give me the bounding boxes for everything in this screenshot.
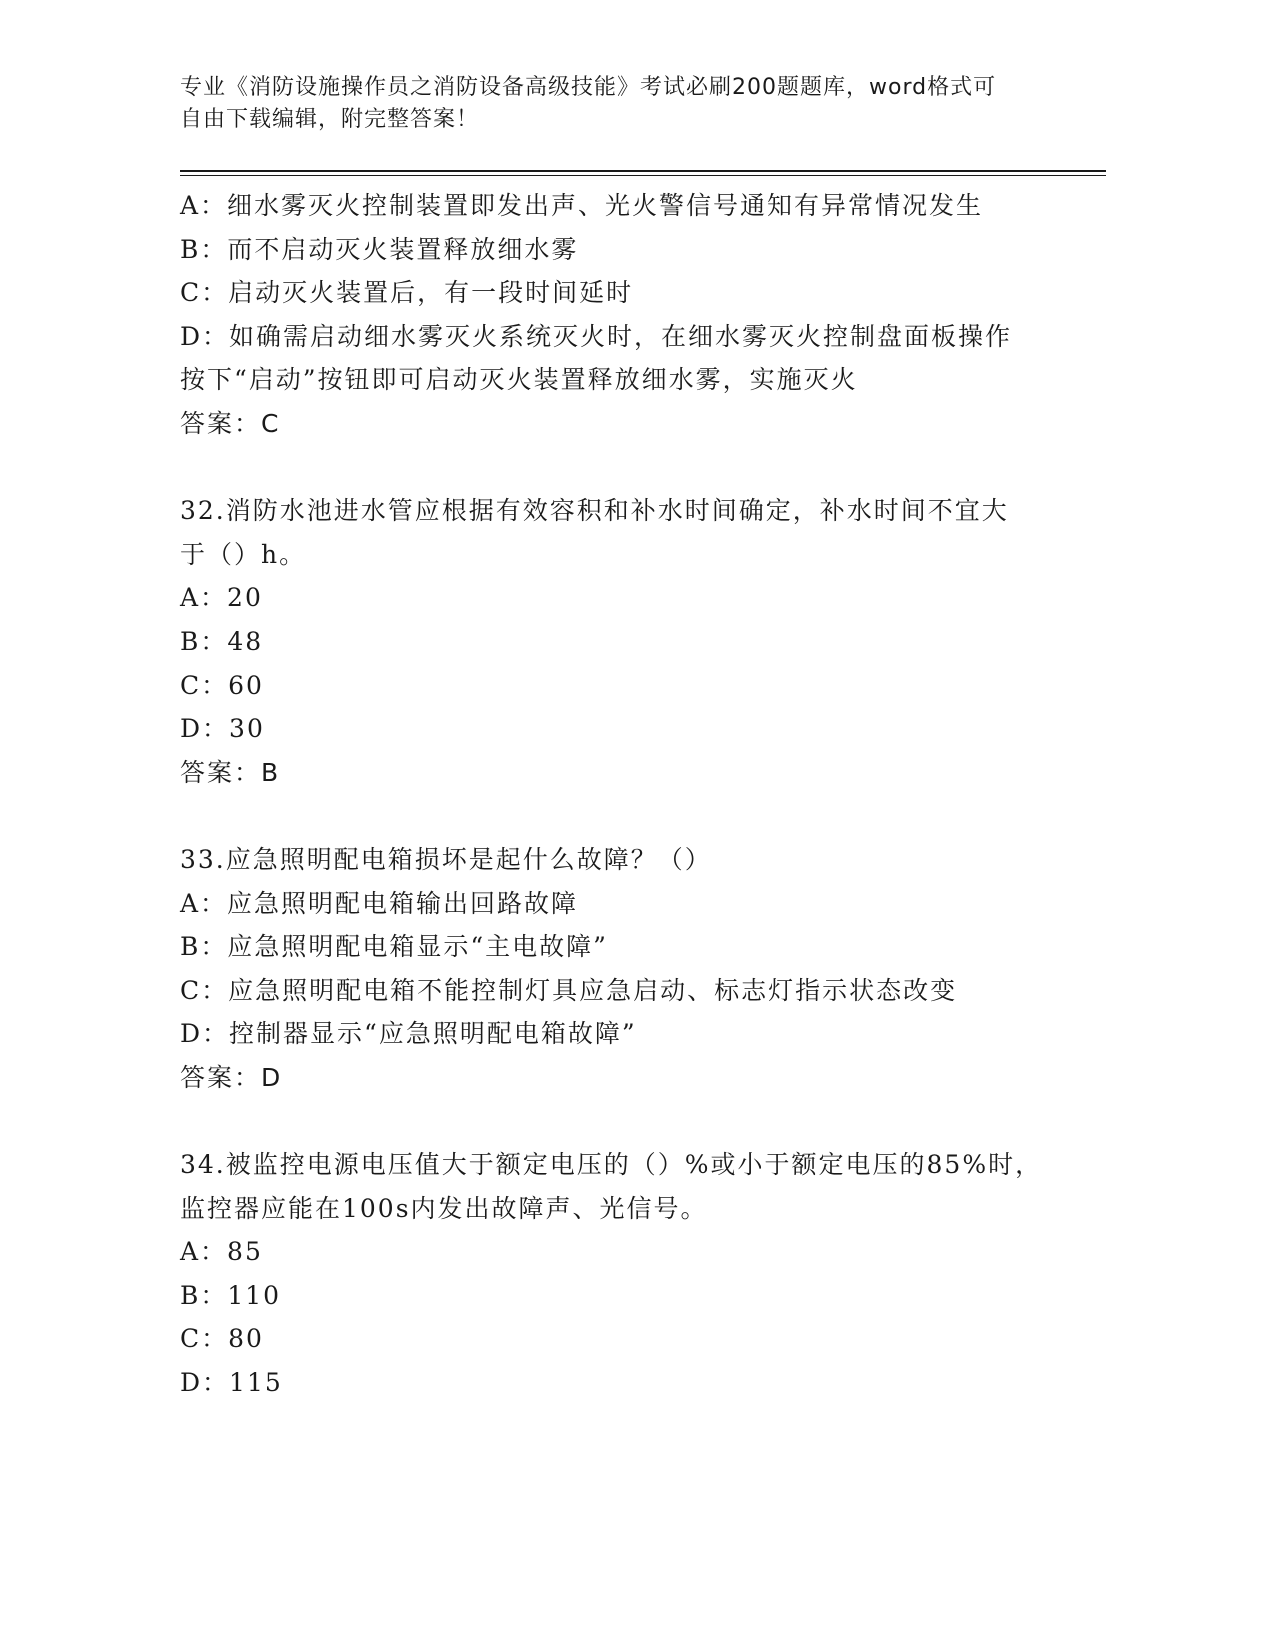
question-block-34 xyxy=(180,1143,1060,1405)
spacer xyxy=(180,1099,1060,1143)
question-block-32 xyxy=(180,489,1060,794)
question-stem-continued: 于（）h。 xyxy=(180,539,307,569)
option-b: B：48 xyxy=(180,626,264,656)
question-stem: 33.应急照明配电箱损坏是起什么故障？（） xyxy=(180,844,712,874)
question-stem-continued: 监控器应能在100s内发出故障声、光信号。 xyxy=(180,1193,708,1223)
option-b: B：应急照明配电箱显示“主电故障” xyxy=(180,932,608,962)
header-title-line-1: 专业《消防设施操作员之消防设备高级技能》考试必刷200题题库，word格式可 xyxy=(180,75,997,100)
option-a: A：细水雾灭火控制装置即发出声、光火警信号通知有异常情况发生 xyxy=(180,191,984,220)
header-rule-thick xyxy=(180,170,1106,172)
option-a: A：应急照明配电箱输出回路故障 xyxy=(180,888,579,918)
option-d: D：控制器显示“应急照明配电箱故障” xyxy=(180,1019,637,1049)
option-c: C：80 xyxy=(180,1324,264,1354)
answer: 答案：C xyxy=(180,408,281,438)
option-c: C：应急照明配电箱不能控制灯具应急启动、标志灯指示状态改变 xyxy=(180,975,958,1005)
answer: 答案：D xyxy=(180,1062,283,1092)
question-content xyxy=(180,184,1060,1405)
answer: 答案：B xyxy=(180,757,281,787)
document-header xyxy=(180,72,1040,136)
option-c: C：60 xyxy=(180,670,264,700)
option-d: D：115 xyxy=(180,1368,283,1398)
question-stem: 32.消防水池进水管应根据有效容积和补水时间确定，补水时间不宜大 xyxy=(180,496,1009,526)
option-b: B：而不启动灭火装置释放细水雾 xyxy=(180,234,579,264)
header-title-line-2: 自由下载编辑，附完整答案！ xyxy=(180,107,480,132)
header-rule-thin xyxy=(180,175,1106,176)
question-block-previous xyxy=(180,184,1060,446)
spacer xyxy=(180,446,1060,490)
option-a: A：85 xyxy=(180,1237,263,1267)
option-d: D：30 xyxy=(180,714,265,744)
option-b: B：110 xyxy=(180,1280,282,1310)
question-block-33 xyxy=(180,838,1060,1100)
question-stem: 34.被监控电源电压值大于额定电压的（）%或小于额定电压的85%时， xyxy=(180,1150,1043,1180)
option-a: A：20 xyxy=(180,583,263,613)
option-d: D：如确需启动细水雾灭火系统灭火时，在细水雾灭火控制盘面板操作 xyxy=(180,321,1013,351)
option-c: C：启动灭火装置后，有一段时间延时 xyxy=(180,278,634,308)
spacer xyxy=(180,794,1060,838)
option-d-continued: 按下“启动”按钮即可启动灭火装置释放细水雾，实施灭火 xyxy=(180,365,858,395)
